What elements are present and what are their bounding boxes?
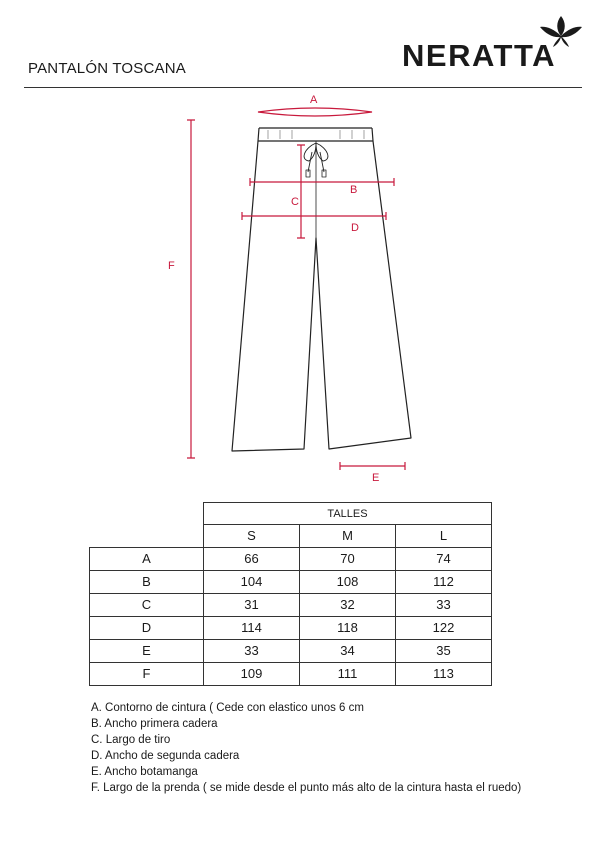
table-cell: 113 bbox=[396, 662, 492, 685]
size-table bbox=[89, 502, 492, 686]
table-cell: 111 bbox=[300, 662, 396, 685]
table-cell: 112 bbox=[396, 570, 492, 593]
label-f: F bbox=[168, 260, 175, 272]
table-cell: 122 bbox=[396, 616, 492, 639]
table-cell: 70 bbox=[300, 547, 396, 570]
label-b: B bbox=[350, 184, 358, 196]
table-row bbox=[90, 547, 492, 570]
table-cell: 118 bbox=[300, 616, 396, 639]
measure-a-line bbox=[258, 108, 372, 116]
table-cell: 33 bbox=[204, 639, 300, 662]
table-cell: 74 bbox=[396, 547, 492, 570]
table-group-header: TALLES bbox=[204, 503, 492, 525]
table-cell: 104 bbox=[204, 570, 300, 593]
label-e: E bbox=[372, 472, 380, 484]
page-title: PANTALÓN TOSCANA bbox=[28, 60, 186, 77]
table-cell: 66 bbox=[204, 547, 300, 570]
leaf-logo-icon bbox=[540, 16, 582, 47]
table-corner bbox=[90, 503, 204, 525]
measurement-legend bbox=[91, 700, 521, 796]
table-cell: 34 bbox=[300, 639, 396, 662]
table-cell: 108 bbox=[300, 570, 396, 593]
table-row bbox=[90, 639, 492, 662]
row-label: D bbox=[90, 616, 204, 639]
measure-f-line bbox=[187, 120, 195, 458]
legend-item: F. Largo de la prenda ( se mide desde el punto más alto de la cintura hasta el ruedo) bbox=[91, 782, 522, 794]
table-row bbox=[90, 570, 492, 593]
brand-logo-text: NERATTA bbox=[402, 38, 556, 73]
legend-item: D. Ancho de segunda cadera bbox=[91, 750, 240, 762]
row-label: F bbox=[90, 662, 204, 685]
measure-c-line bbox=[297, 145, 305, 238]
size-header-s: S bbox=[204, 525, 300, 548]
measure-d-line bbox=[242, 212, 386, 220]
table-row bbox=[90, 662, 492, 685]
pants-outline bbox=[232, 128, 411, 451]
label-a: A bbox=[310, 94, 318, 106]
measure-b-line bbox=[250, 178, 394, 186]
label-d: D bbox=[351, 222, 359, 234]
table-cell: 114 bbox=[204, 616, 300, 639]
size-header-l: L bbox=[396, 525, 492, 548]
table-row bbox=[90, 616, 492, 639]
row-label: B bbox=[90, 570, 204, 593]
size-header-m: M bbox=[300, 525, 396, 548]
table-cell: 32 bbox=[300, 593, 396, 616]
row-label: E bbox=[90, 639, 204, 662]
legend-item: B. Ancho primera cadera bbox=[91, 718, 218, 730]
row-label: C bbox=[90, 593, 204, 616]
legend-item: A. Contorno de cintura ( Cede con elastico unos 6 cm bbox=[91, 702, 364, 714]
table-cell: 33 bbox=[396, 593, 492, 616]
table-cell: 35 bbox=[396, 639, 492, 662]
table-cell: 31 bbox=[204, 593, 300, 616]
table-row bbox=[90, 593, 492, 616]
legend-item: C. Largo de tiro bbox=[91, 734, 171, 746]
legend-item: E. Ancho botamanga bbox=[91, 766, 198, 778]
row-label: A bbox=[90, 547, 204, 570]
label-c: C bbox=[291, 196, 299, 208]
measurement-lines bbox=[187, 108, 405, 470]
table-cell: 109 bbox=[204, 662, 300, 685]
measure-e-line bbox=[340, 462, 405, 470]
